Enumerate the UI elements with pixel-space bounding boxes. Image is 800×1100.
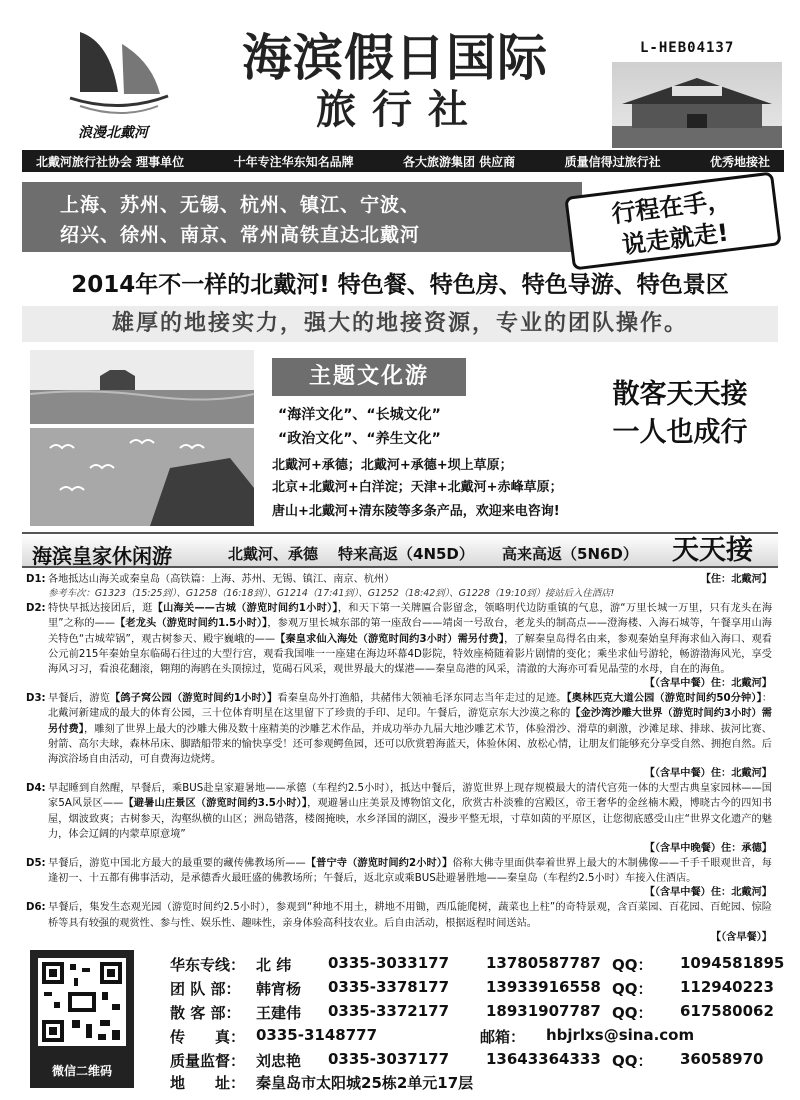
contact-qq: 1094581895 — [680, 954, 785, 972]
contact-person: 刘忠艳 — [256, 1052, 302, 1070]
qr-code-icon — [38, 958, 126, 1046]
address-label: 地 址： — [170, 1074, 246, 1092]
headline-strengths: 雄厚的地接实力，强大的地接资源，专业的团队操作。 — [22, 306, 778, 342]
itinerary-day-5 — [22, 856, 778, 900]
tour-title-bar — [22, 532, 778, 568]
culture-line1: “海洋文化”、“长城文化” — [278, 407, 441, 423]
itinerary-day-2 — [22, 601, 778, 691]
contact-row-supervision — [170, 1050, 780, 1072]
contact-dept: 质量监督： — [170, 1052, 246, 1070]
license-number: L-HEB04137 — [640, 40, 735, 56]
seagull-photo — [30, 428, 254, 526]
contact-dept: 华东专线： — [170, 956, 246, 974]
contact-row-fax-email — [170, 1026, 780, 1048]
contact-phone: 0335-3372177 — [328, 1002, 450, 1020]
culture-line2: “政治文化”、“养生文化” — [278, 431, 441, 447]
contact-dept: 团 队 部： — [170, 980, 241, 998]
day-label: D5: — [26, 858, 46, 870]
route-option: 北戴河+承德；北戴河+承德+坝上草原； — [272, 458, 513, 473]
route-option: 北京+北戴河+白洋淀；天津+北戴河+赤峰草原； — [272, 480, 563, 495]
attraction-name: 【避暑山庄景区（游览时间约3.5小时）】 — [123, 798, 308, 810]
wechat-qr-code[interactable] — [38, 958, 126, 1046]
contact-row-individual — [170, 1002, 780, 1024]
attraction-name: 【金沙湾沙雕大世界（游览时间约3小时）需另付费】 — [48, 708, 772, 735]
contact-mobile: 13933916558 — [486, 978, 601, 996]
contact-dept: 散 客 部： — [170, 1004, 241, 1022]
address-value: 秦皇岛市太阳城25栋2单元17层 — [256, 1074, 474, 1092]
headline-features: 2014年不一样的北戴河! 特色餐、特色房、特色导游、特色景区 — [71, 272, 729, 298]
itinerary-day-6 — [22, 900, 778, 944]
day-accommodation: 【住：北戴河】 — [700, 574, 772, 585]
shanhaiguan-gate-photo — [612, 62, 782, 148]
attraction-name: 【鸽子窝公园（游览时间约1小时）】 — [109, 693, 278, 705]
day-label: D4: — [26, 783, 46, 795]
email-label: 邮箱： — [480, 1028, 526, 1046]
company-subtitle: 旅行社 — [316, 87, 484, 133]
tour-destinations: 北戴河、承德 — [228, 545, 319, 563]
day-accommodation: 【（含早中餐）住：北戴河】 — [644, 887, 772, 899]
header — [0, 0, 800, 148]
email-address[interactable]: hbjrlxs@sina.com — [546, 1026, 695, 1044]
contact-mobile: 13780587787 — [486, 954, 601, 972]
city-gate-icon — [612, 62, 782, 148]
contact-mobile: 13643364333 — [486, 1050, 601, 1068]
accreditation-bar — [22, 150, 784, 172]
contact-mobile: 18931907787 — [486, 1002, 601, 1020]
contact-row-address — [170, 1072, 780, 1094]
tagline-daily-pickup: 散客天天接 — [612, 379, 748, 410]
accreditation-item: 优秀地接社 — [709, 154, 770, 169]
accreditation-item: 十年专注华东知名品牌 — [233, 154, 354, 169]
rail-cities-line2: 绍兴、徐州、南京、常州高铁直达北戴河 — [60, 224, 421, 246]
tagline-single-traveler: 一人也成行 — [612, 417, 748, 448]
rail-cities-line1: 上海、苏州、无锡、杭州、镇江、宁波、 — [60, 194, 421, 216]
contact-qq: 617580062 — [680, 1002, 774, 1020]
attraction-name: 【普宁寺（游览时间约2小时）】 — [305, 858, 453, 870]
theme-tour-title: 主题文化游 — [272, 358, 466, 396]
route-option: 唐山+北戴河+清东陵等多条产品，欢迎来电咨询! — [272, 504, 560, 519]
itinerary-day-1 — [22, 572, 778, 601]
itinerary — [22, 572, 778, 942]
fax-number: 0335-3148777 — [256, 1026, 378, 1044]
high-speed-rail-banner — [22, 182, 582, 252]
qr-label: 微信二维码 — [51, 1064, 112, 1078]
itinerary-day-3 — [22, 691, 778, 781]
day-description: 早餐后，游览【鸽子窝公园（游览时间约1小时）】看秦皇岛外打渔船，共赭伟大领袖毛泽东同志当年走过的足迹。【奥林匹克大道公园（游览时间约50分钟）】：北戴河新建成的最大的体育公园，三十位体育明星在这里留下了珍贵的手印、足印。午餐后，游览京东大沙漠之称的【金沙湾沙雕大世界（游览时间约3小时）需另付费】，雕刻了世界上最大的沙雕大佛及数十座精美的沙雕艺术作品，并成功举办九届大地沙雕艺术节，体验滑沙、滑草的刺激，沙滩足球、排球、拔河比赛、射箭、高尔夫球，森林吊床、脚踏船带来的愉快享受！还可参观鳄鱼园，还可以欣赏碧海蓝天，体验休闲、放松心情，让朋友们能够充分享受自然、拥抱自然。后海滨浴场自由活动，可自费海边烧烤。 — [48, 693, 773, 766]
day-description: 早起睡到自然醒，早餐后，乘BUS赴皇家避暑地——承德（车程约2.5小时），抵达中餐后，游览世界上现存规模最大的清代宫苑一体的大型古典皇家园林——国家5A风景区——【避暑山庄景区（游览时间约3.5小时）】，观避暑山庄美景及博物馆文化，欣赏古朴淡雅的宫殿区，帝王奢华的金丝楠木殿，博晓古今的四知书屋，烟波致爽；古树参天，沟壑纵横的山区；洲岛错落，楼阁掩映，水乡泽国的湖区，漫步平整无垠，寸草如茵的平原区，让您彻底感受山庄“世界文化遗产的魅力，体会辽阔的内蒙草原意境” — [48, 783, 772, 840]
qq-label: QQ： — [612, 1004, 653, 1022]
contact-row-east-china — [170, 954, 785, 976]
day-label: D6: — [26, 902, 46, 914]
tour-name: 海滨皇家休闲游 — [32, 544, 172, 568]
contact-person: 北 纬 — [256, 956, 292, 974]
day-description: 各地抵达山海关或秦皇岛（高铁篇：上海、苏州、无锡、镇江、南京、杭州） 【住：北戴河】 — [22, 572, 778, 587]
day-label: D2: — [26, 603, 46, 615]
accreditation-item: 质量信得过旅行社 — [564, 154, 661, 169]
fax-label: 传 真： — [170, 1028, 246, 1046]
qq-label: QQ： — [612, 1052, 653, 1070]
day-accommodation: 【（含早中晚餐）住：承德】 — [644, 843, 772, 855]
day-label: D1: — [26, 574, 46, 585]
contact-qq: 112940223 — [680, 978, 774, 996]
contact-section — [22, 944, 785, 1092]
accreditation-item: 各大旅游集团 供应商 — [402, 154, 516, 169]
wechat-qr-panel — [30, 950, 134, 1088]
attraction-name: 【秦皇求仙入海处（游览时间约3小时）需另付费】 — [275, 633, 505, 645]
day-accommodation: 【（含早中餐）住：北戴河】 — [644, 768, 772, 780]
contact-row-group — [170, 978, 780, 1000]
slogan-stamp — [564, 171, 781, 270]
attraction-name: 【奥林匹克大道公园（游览时间约50分钟）】 — [566, 693, 762, 705]
contact-phone: 0335-3033177 — [328, 954, 450, 972]
company-name: 海滨假日国际 — [242, 29, 548, 87]
logo-caption: 浪漫北戴河 — [78, 125, 148, 141]
accreditation-item: 北戴河旅行社协会 理事单位 — [36, 154, 185, 169]
day-description: 特快早抵达接团后，逛【山海关——古城（游览时间约1小时）】，和天下第一关牌匾合影留念，领略明代边防重镇的气息，游“万里长城一万里，只有龙头在海里”之称的——【老龙头（游览时间约1.5小时）】，参观万里长城东部的第一座敌台——靖卤一号敌台，老龙头的制高点——澄海楼、入海石城等，午餐享用山海关特色“古城荤锅”，观古树参天、殿宇巍峨的——【秦皇求仙入海处（游览时间约3小时）需另付费】，了解秦皇岛得名由来，参观秦始皇拜海求仙入海口、观看公元前215年秦始皇东临碣石往过的大型行宫，观看我国唯一一座建在海边环幕4D影院，特效座椅随着影片剧情的变化；乘坐求仙号游轮，畅游渤海风光，享受海风习习，看浪花翻滚，翱翔的海鸥在头顶掠过，览碣石风采，观世界最大的煤港——秦皇岛港的风采，清澈的大海亦可看见晶莹的水母，自在的海鱼。 — [48, 603, 773, 676]
train-schedule-note: 参考车次：G1323（15:25到）、G1258（16:18到）、G1214（17:41到）、G1252（18:42到）、G1228（19:10到）接站后入住酒店! — [48, 588, 615, 600]
day-description: 早餐后，游览中国北方最大的最重要的藏传佛教场所——【普宁寺（游览时间约2小时）】俗称大佛寺里面供奉着世界上最大的木制佛像——千手千眼观世音，每逢初一、十五都有佛事活动，是承德香火最旺盛的佛教场所；午餐后，返北京或乘BUS赴避暑胜地——秦皇岛（车程约2.5小时）车接入住酒店。 — [48, 858, 772, 885]
day-label: D3: — [26, 693, 46, 705]
contact-qq: 36058970 — [680, 1050, 764, 1068]
coastline-icon — [30, 350, 254, 424]
itinerary-day-4 — [22, 781, 778, 856]
tour-option-2: 高来高返（5N6D） — [502, 545, 638, 563]
sailboat-logo-icon — [40, 22, 180, 122]
slogan-line1: 行程在手， — [610, 185, 733, 229]
contact-person: 韩宵杨 — [256, 980, 302, 998]
logo — [40, 22, 180, 140]
seaside-photo — [30, 350, 254, 424]
tour-option-1: 特来高返（4N5D） — [338, 545, 474, 563]
seagulls-icon — [30, 428, 254, 526]
day-accommodation: 【（含早中餐）住：北戴河】 — [644, 678, 772, 690]
contact-phone: 0335-3378177 — [328, 978, 450, 996]
slogan-line2: 说走就走! — [620, 218, 730, 260]
attraction-name: 【老龙头（游览时间约1.5小时）】 — [115, 618, 268, 630]
contact-phone: 0335-3037177 — [328, 1050, 450, 1068]
qq-label: QQ： — [612, 980, 653, 998]
day-description: 早餐后，集发生态观光园（游览时间约2.5小时），参观到“种地不用土，耕地不用锄，西瓜能爬树，蔬菜也上柱”的奇特景观，含百菜园、百花园、百蛇园、惊险桥等具有较强的观赏性、参与性、娱乐性、趣味性，亲身体验高科技农业。后自由活动，根据返程时间送站。 — [48, 902, 772, 929]
attraction-name: 【山海关——古城（游览时间约1小时）】 — [152, 603, 338, 615]
contact-person: 王建伟 — [256, 1004, 302, 1022]
tour-daily-departure: 天天接 — [672, 535, 753, 566]
qq-label: QQ： — [612, 956, 653, 974]
day-accommodation: 【（含早餐）】 — [710, 931, 772, 943]
